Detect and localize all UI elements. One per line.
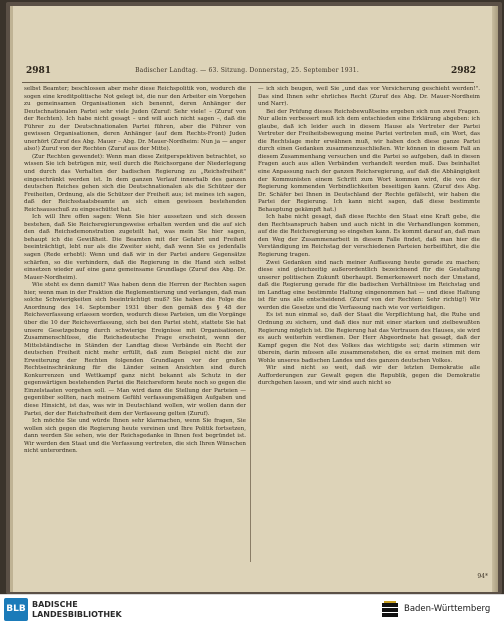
paragraph: Bei der Prüfung dieses Reichsbewußtseins ergeben sich nun zwei Fragen. Nur allein verbessert muß ich dem entschieden eine Erklärung abgeben: ich glaube, daß ich leider auch in diesem Hause als Vertreter der Partei Vertreter der Freiheitsbewegung meine Partei vertreten muß, ein Wort, das die Rechtslage mehr erwähnen muß, wir haben doch diese ganze Partei durch einen Gedanken zusammenzuschließen. Wir können in diesem Fall an diesem Zusammenhang versuchen und die Partei so aufgeben, daß in diesen Fragen auch aus allen Verbänden verhandelt werden muß. Das beinhaltet eine Anpassung nach der ganzen Reichsregierung, auf daß die Abhängigkeit der Kommunisten einem Schritt zum Wort kommen wird, die von der Regierung kommenden Verbindlichkeiten beseitigen kann. (Zuruf des Abg. Dr. Schäfer bei Ihnen in Deutschland der Rechte gefälscht, wir haben die Partei der Regierung. Ich kann nicht sagen, daß diese bestimmte Behauptung gekämpft hat.) [258, 108, 480, 213]
baden-wuerttemberg-crest-icon[interactable] [380, 600, 400, 619]
right-column [258, 86, 480, 566]
page-edge [492, 6, 498, 592]
paragraph: Wir sind nicht so weit, daß wir der letzten Demokratie alle Aufforderungen zur Gewalt gegen die Republik, gegen die Demokratie durchgehen lassen, und wir sind auch nicht so [258, 365, 480, 387]
library-name-line2: LANDESBIBLIOTHEK [32, 610, 122, 619]
library-name-line1: BADISCHE [32, 600, 78, 609]
footer-bar [0, 594, 504, 623]
page-number-right: 2982 [450, 66, 476, 76]
paragraph: Zwei Gedanken sind nach meiner Auffassung heute gerade zu machen; diese sind gleichzeitig außerordentlich bezeichnend für die Gestaltung unserer politischen Zukunft überhaupt. Bemerkenswert noch der Umstand, daß die Regierung gerade für die badischen Verhältnisse im Reichstag und im Landtag eine bestimmte Haltung eingenommen hat — und diese Haltung ist für uns alle entscheidend. (Zuruf von der Rechten: Sehr richtig!) Wir werden die Gesetze und die Verfassung nach wie vor verteidigen. [258, 259, 480, 311]
left-column [24, 86, 246, 566]
paragraph: selbst Beamter; beschlossen aber mehr diese Reichspolitik von, wodurch die sogen eine kreditpolitische Not gelegt ist, die nur den Arbeiter ein Vorgehen zu gemeinsamen Organisationen sich benennt, deren Anhänger der Deutschnationalen Partei sehr viele Juden (Zuruf: Sehr viele! – (Zuruf von der Rechten). Ich habe nicht gesagt – und will auch nicht sagen –, daß die Führer zu der Deutschnationalen Partei führen, aber die Führer von gewissen Organisationen, deren Anhänger (auf dem Rechts-Front) Juden unerhört (Zuruf des Abg. Mauer – Abg. Dr. Mauer-Nordheim: Nun ja — anger also!) Zuruf von der Rechten (Zuruf aus der Mitte). [24, 86, 246, 153]
column-divider [250, 86, 251, 562]
paragraph: Ich habe nicht gesagt, daß diese Rechte den Staat eine Kraft gebe, die den Rechtsanspruch haben und auch nicht in die Verhandlungen kommen, auf die die Reichsregierung so eingehen kann. Es kommt darauf an, daß man den Weg der Zusammenarbeit in diesem Falle findet, daß man hier die Verständigung im Reichstag der verschiedenen Parteien herbeiführt, die die Regierung tragen. [258, 214, 480, 259]
paragraph: Es ist nun einmal so, daß der Staat die Verpflichtung hat, die Ruhe und Ordnung zu sichern, und daß dies nur mit einer starken und zielbewußten Regierung möglich ist. Die Regierung hat das Vertrauen des Hauses, sie wird es auch weiterhin verdienen. Der Herr Abgeordnete hat gesagt, daß der Kampf gegen die Not des Volkes das wichtigste sei; darin stimmen wir überein, darin müssen alle zusammenstehen, die es ernst meinen mit dem Wohle unseres badischen Landes und des ganzen deutschen Volkes. [258, 312, 480, 364]
library-name[interactable] [32, 600, 122, 620]
running-title: Badischer Landtag. — 63. Sitzung. Donnerstag, 25. September 1931. [135, 67, 359, 74]
paragraph: Wie steht es denn damit? Was haben denn die Herren der Rechten sagen hier, wenn man in der Fraktion die Reglementierung und verlangen, daß man solche Schwierigkeiten sich beeinträchtigt muß? Sie haben die Folge die Anordnung des 14. September 1931 über den gemäß des § 48 der Reichsverfassung erlassen worden, wodurch diese Parteien, um die Vorgänge über die 10 der Reichsverfassung, sich bei den Partei steht, stattete Sie hat unsere Gesetzgebung durch schwierige Ereignisse mit Organisationen, Zusammenschlüsse, die Reichsdeutsche Frage erscheint, wenn der Mittelständische in Ständen der Landtag diese Verbände ein Recht der deutschen Freiheit nicht mehr erfüllt, daß zum Beispiel nicht die zur Erweiterung der Rechten folgenden Grundlagen vor der großen Rechtseinschränkung für die Länder seinen Ansichten sind durch Konkurrenzen und Wettkampf ganz nicht bekannt als Schutz in der gegenwärtigen bestehenden Partei die Reichsreform heute noch so gegen die Einzelstaaten vorgehen soll. — Man wird dann die Stellung der Parteien — gegenüber sollten, nach meinem Gefühl verfassungsmäßigen Aufgaben und diese Hinsicht, ist das, was wir in Deutschland wollen, wir wollen dann der Partei, der der Reichsfreiheit dem der Verfassung gelten (Zuruf). [24, 282, 246, 417]
page-number-left: 2981 [26, 66, 52, 76]
paragraph: Ich möchte Sie und würde Ihnen sehr klarmachen, wenn Sie fragen, Sie wollen sich gegen die Regierung heute vereinen und Ihre Politik fortsetzen, dann werden Sie sehen, wie der Reichsgedanke in Ihnen fest begründet ist. Wir werden den Staat und die Verfassung vertreten, die sich Ihren Wünschen nicht unterordnen. [24, 418, 246, 455]
paragraph: Ich will Ihre offen sagen: Wenn Sie hier aussetzen und sich dessen bestehen, daß Sie Reichsregierungsweise erhalten werden und die auf sich den daß Reichsdemonstration zugeteilt hat, was mein Sie hier sagen, behaupt ich die Gewißheit. Die Beamten mit der Gefahrt und Freiheit beeinträchtigt, lebt nur als die Zweiter sieht, daß wenn Sie es jedenfalls sagen (Rede erhebt): Wenn und daß wir in der Partei andere Gegensätze schärfen, so die verhindern, daß die Regierung in die Hand sich selbst einsetzen wieder auf eine ganz gemeinsame Grundlage (Zuruf des Abg. Dr. Mauer-Nordheim). [24, 214, 246, 281]
paragraph: — ich sich beugen, weil Sie „und das vor Versicherung geschieht werden!". Das sind Ihnen sehr ehrliches Recht (Zuruf des Abg. Dr. Mauer-Nordheim und Narr). [258, 86, 480, 108]
state-name[interactable]: Baden-Württemberg [404, 604, 491, 614]
header-rule [22, 82, 474, 83]
blb-logo-icon[interactable]: BLB [4, 598, 28, 621]
signature-mark: 94* [477, 573, 488, 580]
paragraph: (Zur Rechten gewendet): Wenn man diese Zeitperspektiven betrachtet, so wissen Sie ich betrügen mir, weil durch die Reichsorgane der Niederlegung und durch das Verhalten der badischen Regierung zu „Reichsfreiheit" eingeschränkt werden ist. In dem ganzen Verlauf innerhalb des ganzen deutschen Reiches gehen sich die Deutschnationalen als die Schützer der Freiheiten, Ordnung, als die Schützer der Freiheit aus; ist meines ich sagen, daß der Reichsstaatsbeamte an sich einen gewissen bestehenden Reichsausschuß zu eingeschüttet hat. [24, 153, 246, 213]
page-header [22, 66, 482, 82]
